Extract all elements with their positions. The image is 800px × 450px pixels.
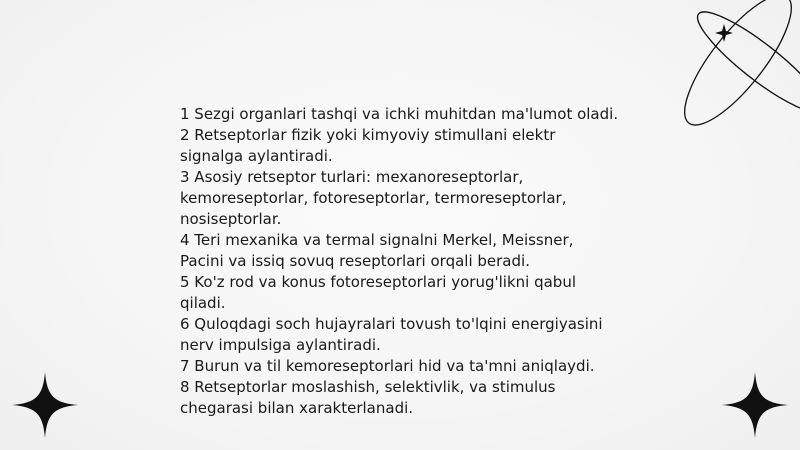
list-item: 1 Sezgi organlari tashqi va ichki muhitdan ma'lumot oladi.	[180, 105, 619, 123]
list-item: 3 Asosiy retseptor turlari: mexanoreseptorlar, kemoreseptorlar, fotoreseptorlar, termoreseptorlar, nosiseptorlar.	[180, 168, 567, 228]
bullet-list	[180, 104, 620, 419]
four-point-star-icon	[720, 370, 790, 440]
list-item: 4 Teri mexanika va termal signalni Merkel, Meissner, Pacini va issiq sovuq reseptorlari orqali beradi.	[180, 231, 574, 270]
list-item: 8 Retseptorlar moslashish, selektivlik, va stimulus chegarasi bilan xarakterlanadi.	[180, 378, 556, 417]
four-point-star-icon	[10, 370, 80, 440]
list-item: 2 Retseptorlar fizik yoki kimyoviy stimullani elektr signalga aylantiradi.	[180, 126, 556, 165]
orbit-sparkle-icon	[660, 0, 800, 160]
list-item: 7 Burun va til kemoreseptorlari hid va ta'mni aniqlaydi.	[180, 357, 595, 375]
list-item: 6 Quloqdagi soch hujayralari tovush to'lqini energiyasini nerv impulsiga aylantiradi.	[180, 315, 603, 354]
list-item: 5 Ko'z rod va konus fotoreseptorlari yorug'likni qabul qiladi.	[180, 273, 576, 312]
